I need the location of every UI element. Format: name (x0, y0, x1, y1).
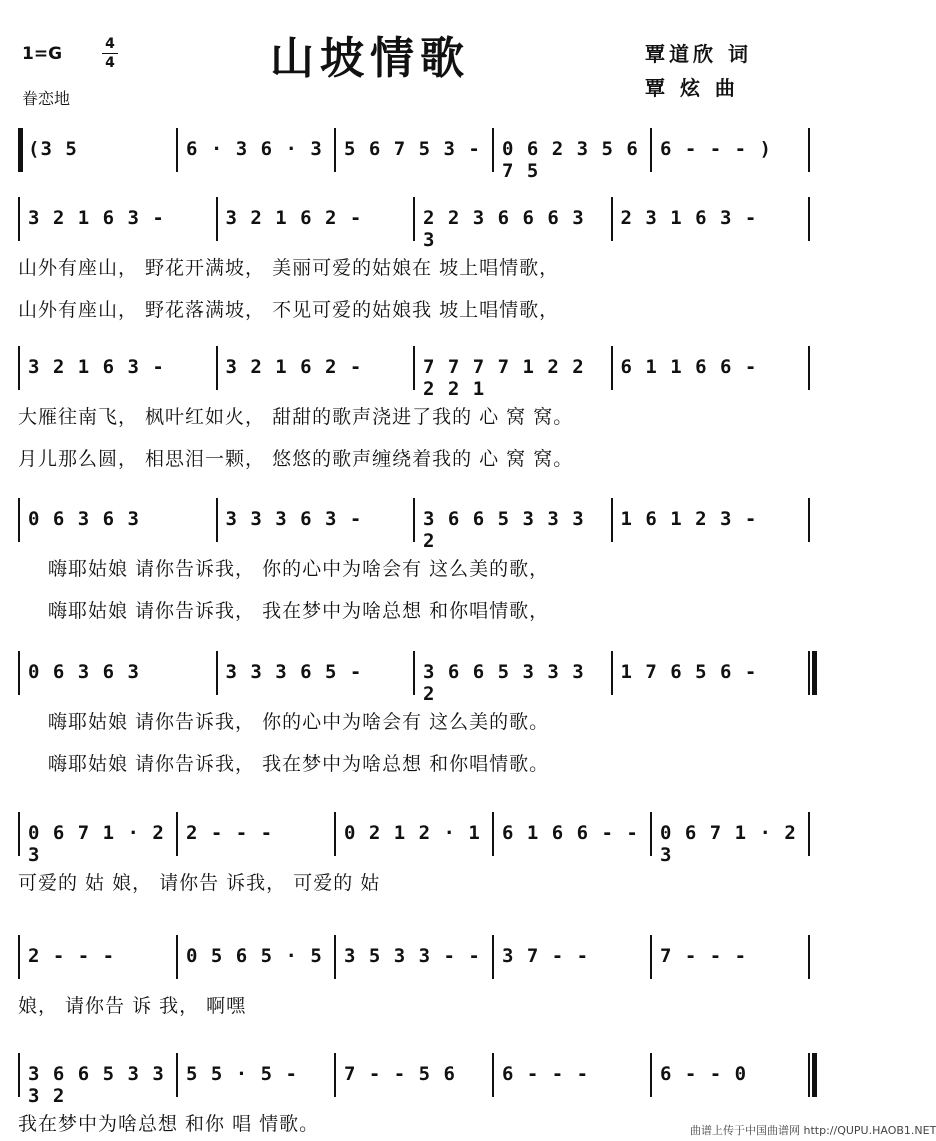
composer-credit: 覃 炫 曲 (645, 76, 739, 100)
measure: 3 2 1 6 2 - (225, 356, 363, 378)
measure: 6 · 3 6 · 3 (186, 138, 323, 160)
measure: 6 1 1 6 6 - (620, 356, 758, 378)
barline (176, 1053, 178, 1097)
barline (413, 197, 415, 241)
measure: 2 - - - (186, 822, 274, 844)
measure: 3 2 1 6 3 - (28, 356, 165, 378)
notes-row (18, 945, 818, 979)
barline (650, 1053, 652, 1097)
meter-top: 4 (105, 36, 115, 52)
barline (216, 346, 218, 390)
measure: 0 6 3 6 3 (28, 661, 140, 683)
barline (808, 935, 810, 979)
barline (611, 197, 613, 241)
barline (650, 935, 652, 979)
barline (413, 498, 415, 542)
lyric-line: 嗨耶姑娘 请你告诉我， 我在梦中为啥总想 和你唱情歌， (48, 600, 550, 622)
barline (334, 1053, 336, 1097)
lyric-line: 嗨耶姑娘 请你告诉我， 你的心中为啥会有 这么美的歌， (48, 558, 550, 580)
measure: 3 6 6 5 3 3 3 2 (28, 1063, 165, 1107)
final-barline (812, 1053, 817, 1097)
lyric-line: 月儿那么圆， 相思泪一颗， 悠悠的歌声缠绕着我的 心 窝 窝。 (18, 448, 574, 470)
barline (808, 128, 810, 172)
barline (334, 128, 336, 172)
barline (176, 812, 178, 856)
notes-row (18, 138, 818, 182)
measure: 3 3 3 6 3 - (225, 508, 363, 530)
barline (18, 346, 20, 390)
barline (492, 812, 494, 856)
barline (18, 1053, 20, 1097)
barline (176, 935, 178, 979)
measure: 5 5 · 5 - (186, 1063, 298, 1085)
barline (18, 128, 23, 172)
notes-row (18, 207, 818, 251)
barline (18, 812, 20, 856)
measure: 1 7 6 5 6 - (620, 661, 758, 683)
barline (492, 935, 494, 979)
notes-row (18, 356, 818, 400)
barline (492, 128, 494, 172)
final-barline (812, 651, 817, 695)
barline (808, 1053, 810, 1097)
barline (18, 498, 20, 542)
meter-bar (102, 53, 118, 54)
measure: 3 5 3 3 - - (344, 945, 481, 967)
measure: 6 - - 0 (660, 1063, 748, 1085)
barline (492, 1053, 494, 1097)
lyric-line: 娘， 请你告 诉 我， 啊嘿 (18, 995, 247, 1017)
barline (334, 935, 336, 979)
barline (334, 812, 336, 856)
barline (216, 498, 218, 542)
measure: 6 1 6 6 - - (502, 822, 639, 844)
barline (18, 935, 20, 979)
lyric-line: 山外有座山， 野花开满坡， 美丽可爱的姑娘在 坡上唱情歌， (18, 257, 560, 279)
barline (808, 197, 810, 241)
barline (650, 128, 652, 172)
lyricist-credit: 覃道欣 词 (645, 42, 752, 66)
measure: 3 6 6 5 3 3 3 2 (423, 508, 585, 552)
notes-row (18, 822, 818, 866)
meter-bottom: 4 (105, 55, 115, 71)
lyric-line: 大雁往南飞， 枫叶红如火， 甜甜的歌声浇进了我的 心 窝 窝。 (18, 406, 574, 428)
barline (216, 197, 218, 241)
barline (18, 197, 20, 241)
measure: 0 6 7 1 · 2 3 (28, 822, 165, 866)
measure: 2 2 3 6 6 6 3 3 (423, 207, 585, 251)
lyric-line: 嗨耶姑娘 请你告诉我， 我在梦中为啥总想 和你唱情歌。 (48, 753, 550, 775)
measure: 2 - - - (28, 945, 116, 967)
barline (413, 651, 415, 695)
barline (18, 651, 20, 695)
barline (611, 651, 613, 695)
measure: 3 3 3 6 5 - (225, 661, 363, 683)
measure: (3 5 (28, 138, 78, 160)
barline (808, 812, 810, 856)
lyric-line: 可爱的 姑 娘， 请你告 诉我， 可爱的 姑 (18, 872, 381, 894)
barline (176, 128, 178, 172)
measure: 6 - - - (502, 1063, 590, 1085)
measure: 3 2 1 6 2 - (225, 207, 363, 229)
measure: 3 6 6 5 3 3 3 2 (423, 661, 585, 705)
lyric-line: 嗨耶姑娘 请你告诉我， 你的心中为啥会有 这么美的歌。 (48, 711, 550, 733)
measure: 7 - - - (660, 945, 748, 967)
measure: 3 2 1 6 3 - (28, 207, 165, 229)
lyric-line: 我在梦中为啥总想 和你 唱 情歌。 (18, 1113, 320, 1135)
measure: 1 6 1 2 3 - (620, 508, 758, 530)
measure: 2 3 1 6 3 - (620, 207, 758, 229)
barline (611, 346, 613, 390)
measure: 6 - - - ) (660, 138, 772, 160)
measure: 0 6 7 1 · 2 3 (660, 822, 797, 866)
key-signature: 1=G (22, 44, 63, 64)
barline (808, 498, 810, 542)
measure: 3 7 - - (502, 945, 590, 967)
source-watermark: 曲谱上传于中国曲谱网 http://QUPU.HAOB1.NET (690, 1124, 936, 1137)
lyric-line: 山外有座山， 野花落满坡， 不见可爱的姑娘我 坡上唱情歌， (18, 299, 560, 321)
measure: 5 6 7 5 3 - (344, 138, 481, 160)
measure: 7 7 7 7 1 2 2 2 2 1 (423, 356, 585, 400)
measure: 7 - - 5 6 (344, 1063, 456, 1085)
barline (650, 812, 652, 856)
measure: 0 6 3 6 3 (28, 508, 140, 530)
barline (216, 651, 218, 695)
notes-row (18, 1063, 818, 1107)
notes-row (18, 661, 818, 705)
measure: 0 5 6 5 · 5 (186, 945, 323, 967)
barline (413, 346, 415, 390)
barline (808, 651, 810, 695)
barline (808, 346, 810, 390)
expression-marking: 眷恋地 (22, 89, 71, 108)
measure: 0 6 2 3 5 6 7 5 (502, 138, 639, 182)
measure: 0 2 1 2 · 1 (344, 822, 481, 844)
notes-row (18, 508, 818, 552)
song-title: 山坡情歌 (270, 33, 470, 84)
barline (611, 498, 613, 542)
time-signature (102, 36, 118, 71)
